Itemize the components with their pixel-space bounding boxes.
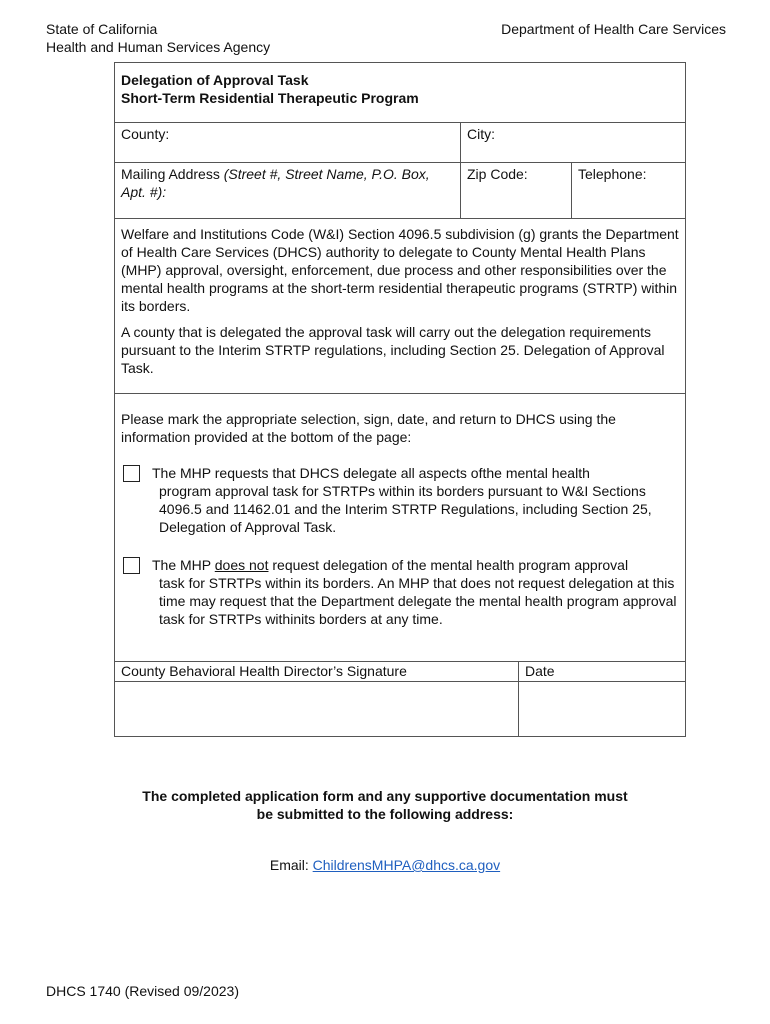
form-title-line2: Short-Term Residential Therapeutic Program (121, 90, 419, 106)
county-label: County: (121, 126, 170, 142)
email-line (0, 857, 770, 873)
authority-paragraph: Welfare and Institutions Code (W&I) Section 4096.5 subdivision (g) grants the Department of Health Care Services (DHCS) authority to delegate to County Mental Health Plans (MHP) approval, oversight, enforcement, due process and other responsibilities over the mental health programs at the short-term residential therapeutic programs (STRTP) within its borders. (121, 226, 679, 314)
email-link[interactable]: ChildrensMHPA@dhcs.ca.gov (312, 857, 501, 873)
option1-text: program approval task for STRTPs within its borders pursuant to W&I Sections 4096.5 and 11462.01 and the Interim STRTP Regulations, including Section 25, Delegation of Approval Task. (159, 483, 652, 535)
option-decline-delegation (121, 556, 679, 628)
zip-label: Zip Code: (467, 166, 528, 182)
form-id: DHCS 1740 (Revised 09/2023) (46, 983, 239, 999)
zip-code-field[interactable] (460, 163, 571, 218)
instructions-text: Please mark the appropriate selection, sign, date, and return to DHCS using the information provided at the bottom of the page: (121, 411, 616, 445)
request-delegation-checkbox[interactable] (123, 465, 140, 482)
option-request-delegation (121, 464, 679, 536)
form-title-line1: Delegation of Approval Task (121, 72, 309, 88)
date-field[interactable] (518, 682, 685, 736)
county-city-row (115, 123, 685, 163)
county-field[interactable] (115, 123, 460, 162)
telephone-label: Telephone: (578, 166, 647, 182)
authority-text (115, 219, 685, 394)
city-field[interactable] (460, 123, 685, 162)
option2-text: task for STRTPs within its borders. An MHP that does not request delegation at this time may request that the Department delegate the mental health program approval task for STRTPs withinits borders at any time. (159, 575, 677, 627)
city-label: City: (467, 126, 495, 142)
delegation-paragraph: A county that is delegated the approval task will carry out the delegation requirements pursuant to the Interim STRTP regulations, including Section 25. Delegation of Approval Task. (121, 324, 665, 376)
submission-note-line2: be submitted to the following address: (256, 806, 514, 822)
selection-section (115, 394, 685, 662)
telephone-field[interactable] (571, 163, 685, 218)
address-row (115, 163, 685, 219)
option1-first-line: The MHP requests that DHCS delegate all aspects ofthe mental health (152, 465, 590, 481)
submission-note (0, 787, 770, 823)
mailing-label-hint: (Street #, Street Name, P.O. Box, Apt. #) (121, 166, 430, 200)
agency-name: Health and Human Services Agency (46, 39, 271, 55)
mailing-label: Mailing Address (121, 166, 224, 182)
state-name: State of California (46, 21, 158, 37)
department-name: Department of Health Care Services (501, 21, 726, 37)
decline-delegation-checkbox[interactable] (123, 557, 140, 574)
signature-field[interactable] (115, 682, 518, 736)
delegation-form (114, 62, 686, 737)
signature-row (115, 682, 685, 736)
submission-note-line1: The completed application form and any supportive documentation must (142, 788, 628, 804)
signature-header-row (115, 662, 685, 682)
signature-label: County Behavioral Health Director’s Signature (121, 663, 407, 679)
does-not-emphasis: does not (214, 557, 269, 573)
mailing-address-field[interactable]: Mailing Address (Street #, Street Name, P.O. Box, Apt. #): (121, 166, 430, 200)
form-title (115, 63, 685, 123)
header-left (46, 20, 270, 56)
email-label: Email: (269, 857, 313, 873)
option2-first-line: The MHP does not request delegation of the mental health program approval (152, 557, 629, 573)
date-label: Date (518, 662, 685, 681)
